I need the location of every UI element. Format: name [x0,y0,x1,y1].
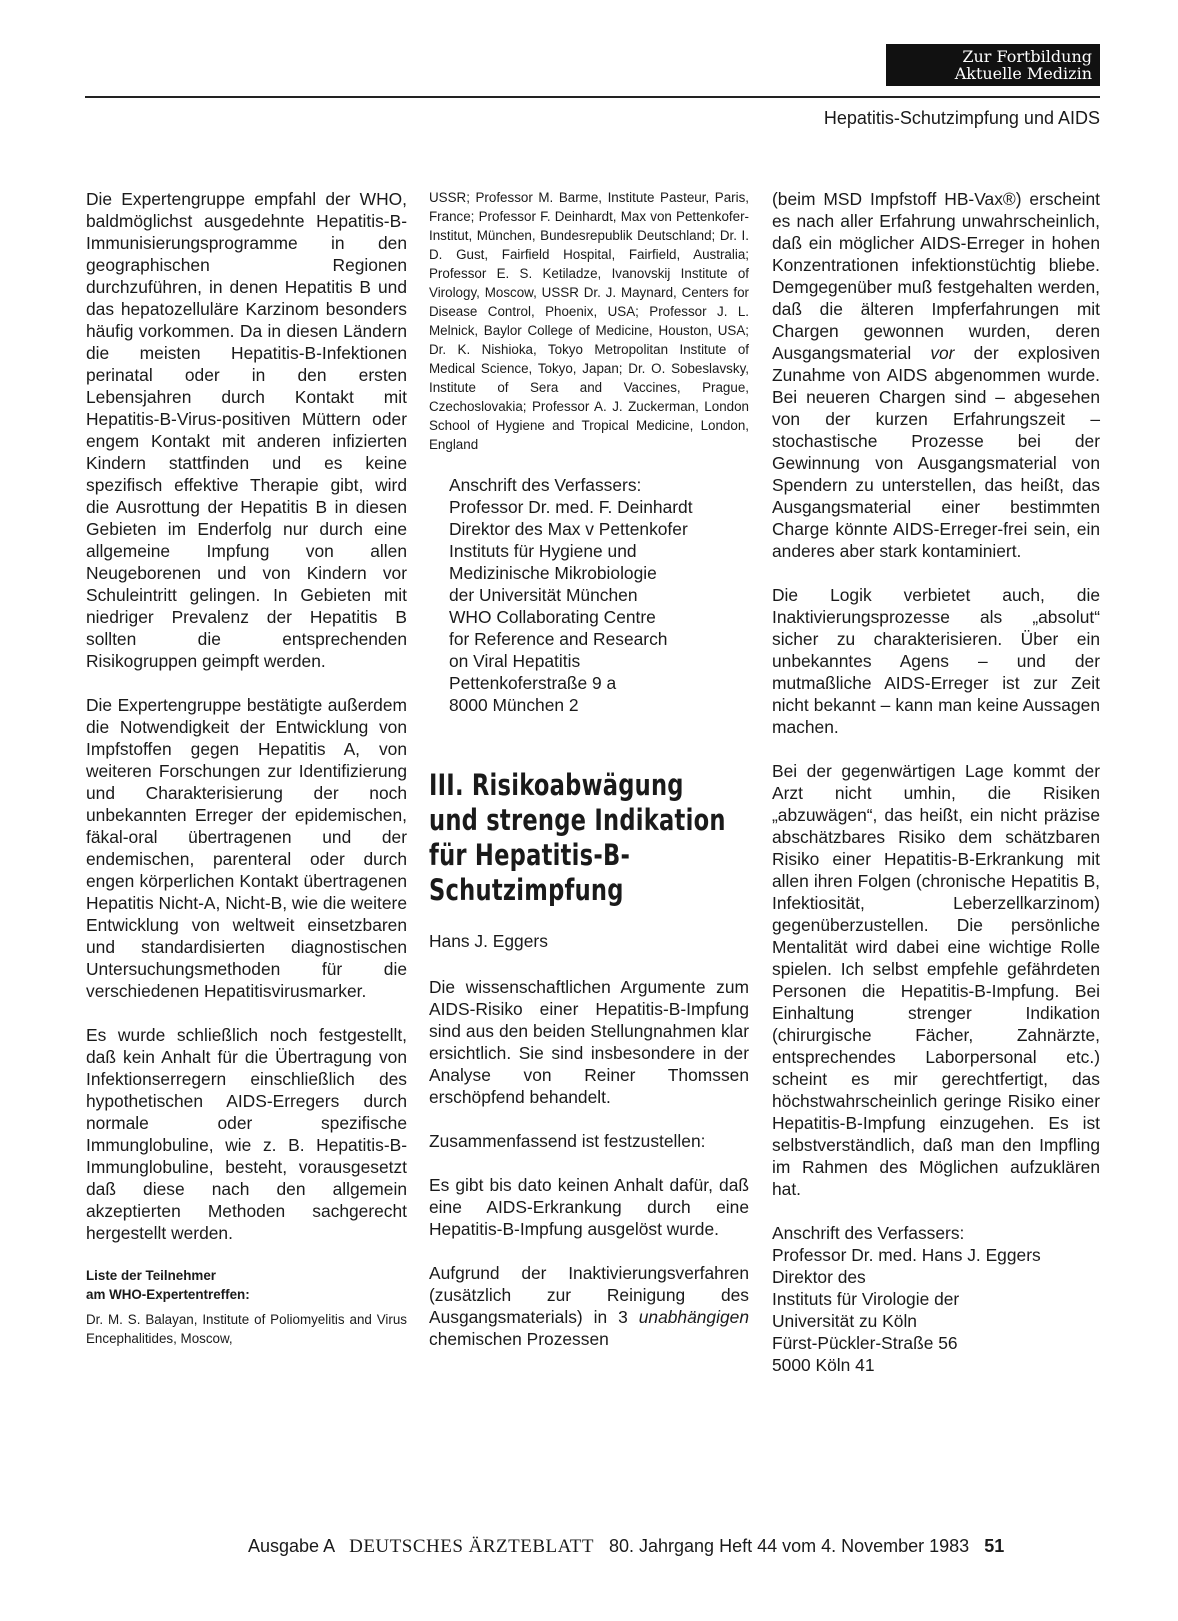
participants-heading-line2: am WHO-Expertentreffen: [86,1287,250,1302]
address-line: Professor Dr. med. F. Deinhardt [449,497,693,517]
participants-heading-line1: Liste der Teilnehmer [86,1268,216,1283]
address-line: Medizinische Mikrobiologie [449,563,657,583]
text-span: Aufgrund der Inaktivierungsverfahren (zusätzlich zur Reinigung des Ausgangsmaterials) in 3 [429,1263,749,1327]
heading-line: und strenge Indikation [429,803,726,837]
footer-journal-name: DEUTSCHES ÄRZTEBLATT [349,1536,594,1557]
address-line: der Universität München [449,585,638,605]
page-number: 51 [984,1536,1005,1556]
address-line: 5000 Köln 41 [772,1355,875,1375]
paragraph [429,1262,749,1350]
page-footer [248,1536,1004,1558]
paragraph: Bei der gegenwärtigen Lage kommt der Arzt nicht umhin, die Risiken „abzuwägen“, das heißt, ein nicht präzise abschätzbares Risiko dem schätzbaren Risiko einer Hepatitis-B-Erkrankung mit allen ihren Folgen (chronische Hepatitis B, Infektiosität, Leberzellkarzinom) gegenüberzustellen. Die persönliche Mentalität wird dabei eine wichtige Rolle spielen. Ich selbst empfehle gefährdeten Personen die Hepatitis-B-Impfung. Bei Einhaltung strenger Indikation (chirurgische Fächer, Zahnärzte, entsprechendes Laborpersonal etc.) scheint es mir gerechtfertigt, das höchstwahrscheinlich geringe Risiko einer Hepatitis-B-Impfung einzugehen. Es ist selbstverständlich, daß man den Impfling im Rahmen des Möglichen aufzuklären hat. [772,761,1100,1199]
article-author: Hans J. Eggers [429,931,548,951]
section-label-box [886,44,1100,86]
heading-line: Schutzimpfung [429,873,624,907]
paragraph: Zusammenfassend ist festzustellen: [429,1131,706,1151]
participants-heading [86,1266,407,1304]
address-line: Instituts für Hygiene und [449,541,637,561]
footer-issue: 80. Jahrgang Heft 44 vom 4. November 1983 [608,1536,970,1556]
text-span: der explosiven Zunahme von AIDS abgenommen wurde. Bei neueren Chargen sind – abgesehen von der kurzen Erfahrungszeit – stochastische Prozesse bei der Gewinnung von Ausgangsmaterial von Spendern zu unterstellen, das heißt, das Ausgangsmaterial einer bestimmten Charge könnte AIDS-Erreger-frei sein, ein anderes aber stark kontaminiert. [772,343,1100,561]
participants-list [86,1310,407,1348]
column-middle [429,188,749,1372]
paragraph: Die Expertengruppe empfahl der WHO, baldmöglichst ausgedehnte Hepatitis-B-Immunisierungsprogramme in den geographischen Regionen durchzuführen, in denen Hepatitis B und das hepatozelluläre Karzinom besonders häufig vorkommen. Da in diesen Ländern die meisten Hepatitis-B-Infektionen perinatal oder in den ersten Lebensjahren durch Kontakt mit Hepatitis-B-Virus-positiven Müttern oder engem Kontakt mit anderen infizierten Kindern stattfinden und es keine spezifisch effektive Therapie gibt, wird die Ausrottung der Hepatitis B in diesen Gebieten im Enderfolg nur durch eine allgemeine Impfung von allen Neugeborenen und von Kindern vor Schuleintritt gelingen. In Gebieten mit niedriger Prevalenz der Hepatitis B sollten die entsprechenden Risikogruppen geimpft werden. [86,189,407,671]
address-line: Direktor des Max v Pettenkofer [449,519,688,539]
address-line: WHO Collaborating Centre [449,607,656,627]
author-address [772,1222,1100,1376]
address-line: Anschrift des Verfassers: [449,475,642,495]
author-address [449,474,749,716]
address-line: on Viral Hepatitis [449,651,581,671]
paragraph [772,188,1100,562]
address-line: Universität zu Köln [772,1311,917,1331]
address-line: Fürst-Pückler-Straße 56 [772,1333,958,1353]
column-left [86,188,407,1348]
address-line: Instituts für Virologie der [772,1289,960,1309]
paragraph: Die Expertengruppe bestätigte außerdem die Notwendigkeit der Entwicklung von Impfstoffen gegen Hepatitis A, von weiteren Forschungen zur Identifizierung und Charakterisierung der noch unbekannten Erreger der epidemischen, fäkal-oral übertragenen und der endemischen, parenteral oder durch engen körperlichen Kontakt übertragenen Hepatitis Nicht-A, Nicht-B, wie die weitere Entwicklung von weltweit einsetzbaren und standardisierten diagnostischen Untersuchungsmethoden für die verschiedenen Hepatitisvirusmarker. [86,695,407,1001]
participants-text: Dr. M. S. Balayan, Institute of Poliomyelitis and Virus Encephalitides, Moscow, [86,1312,407,1346]
address-line: Pettenkoferstraße 9 a [449,673,617,693]
address-line: Anschrift des Verfassers: [772,1223,965,1243]
heading-line: für Hepatitis-B- [429,838,631,872]
header-rule [85,96,1100,98]
text-span: (beim MSD Impfstoff HB-Vax®) erscheint es nach aller Erfahrung unwahrscheinlich, daß ein möglicher AIDS-Erreger in hohen Konzentrationen infektionstüchtig bliebe. Demgegenüber muß festgehalten werden, daß die älteren Impferfahrungen mit Chargen gewonnen wurden, deren Ausgangsmaterial [772,189,1100,363]
participants-text: USSR; Professor M. Barme, Institute Pasteur, Paris, France; Professor F. Deinhardt, Max von Pettenkofer-Institut, München, Bundesrepublik Deutschland; Dr. I. D. Gust, Fairfield Hospital, Fairfield, Australia; Professor E. S. Ketiladze, Ivanovskij Institute of Virology, Moscow, USSR Dr. J. Maynard, Centers for Disease Control, Phoenix, USA; Professor J. L. Melnick, Baylor College of Medicine, Houston, USA; Dr. K. Nishioka, Tokyo Metropolitan Institute of Medical Science, Tokyo, Japan; Dr. O. Sobeslavsky, Institute of Sera and Vaccines, Prague, Czechoslovakia; Professor A. J. Zuckerman, London School of Hygiene and Tropical Medicine, London, England [429,190,749,452]
section-heading [429,768,741,908]
paragraph: Die wissenschaftlichen Argumente zum AIDS-Risiko einer Hepatitis-B-Impfung sind aus den beiden Stellungnahmen klar ersichtlich. Sie sind insbesondere in der Analyse von Reiner Thomssen erschöpfend behandelt. [429,977,749,1107]
address-line: Professor Dr. med. Hans J. Eggers [772,1245,1041,1265]
address-line: 8000 München 2 [449,695,579,715]
emphasis: vor [930,343,955,363]
footer-edition: Ausgabe A [248,1536,335,1556]
address-line: for Reference and Research [449,629,668,649]
heading-line: III. Risikoabwägung [429,768,684,802]
paragraph: Es gibt bis dato keinen Anhalt dafür, daß eine AIDS-Erkrankung durch eine Hepatitis-B-Impfung ausgelöst wurde. [429,1175,749,1239]
text-span: chemischen Prozessen [429,1329,609,1349]
paragraph: Es wurde schließlich noch festgestellt, daß kein Anhalt für die Übertragung von Infektionserregern einschließlich des hypothetischen AIDS-Erregers durch normale oder spezifische Immunglobuline, wie z. B. Hepatitis-B-Immunglobuline, besteht, vorausgesetzt daß diese nach den allgemein akzeptierten Methoden sachgerecht hergestellt werden. [86,1025,407,1243]
column-right [772,188,1100,1376]
address-line: Direktor des [772,1267,866,1287]
section-label-line2: Aktuelle Medizin [954,64,1092,83]
participants-list-continued [429,188,749,454]
emphasis: unabhängigen [638,1307,749,1327]
paragraph: Die Logik verbietet auch, die Inaktivierungsprozesse als „absolut“ sicher zu charakterisieren. Über ein unbekanntes Agens – und der mutmaßliche AIDS-Erreger ist zur Zeit nicht bekannt – kann man keine Aussagen machen. [772,585,1100,737]
running-title: Hepatitis-Schutzimpfung und AIDS [823,108,1100,128]
section-label-line1: Zur Fortbildung [962,47,1092,66]
